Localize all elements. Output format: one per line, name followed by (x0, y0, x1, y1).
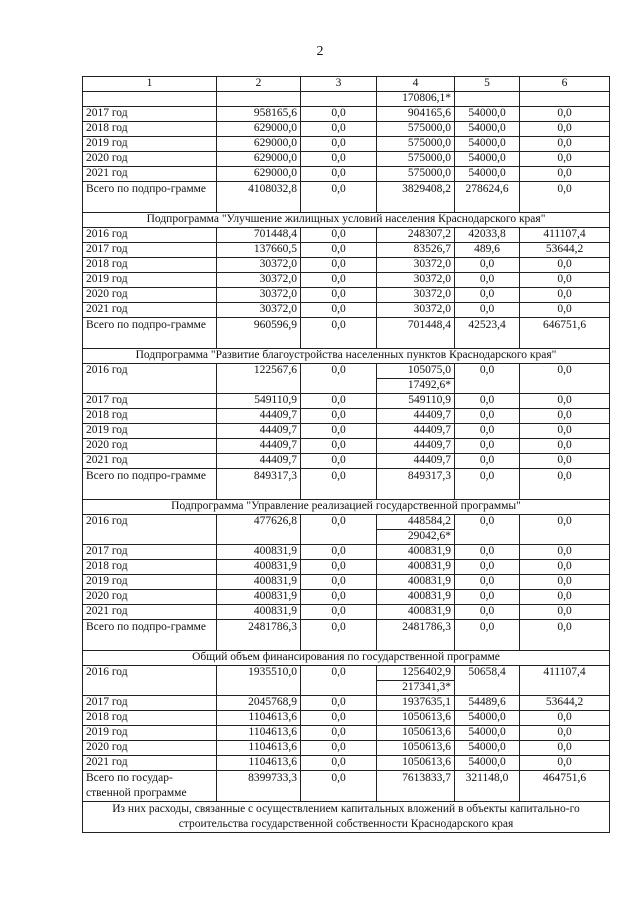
value-federal: 0,0 (301, 756, 377, 771)
value-federal: 0,0 (301, 273, 377, 288)
value-total: 400831,9 (217, 575, 301, 590)
row-label: 2021 год (83, 454, 217, 469)
value-federal: 0,0 (301, 666, 377, 696)
value-regional: 849317,3 (377, 469, 455, 500)
year-row (83, 590, 610, 605)
value-federal: 0,0 (301, 137, 377, 152)
row-label: 2018 год (83, 560, 217, 575)
value-extrabudget: 0,0 (520, 741, 610, 756)
row-label: Всего по государ-ственной программе (83, 771, 217, 802)
year-row (83, 167, 610, 182)
value-local: 54000,0 (455, 756, 520, 771)
year-row (83, 515, 610, 545)
value-local: 54000,0 (455, 167, 520, 182)
value-federal: 0,0 (301, 545, 377, 560)
value-extrabudget: 411107,4 (520, 666, 610, 696)
row-label: 2017 год (83, 107, 217, 122)
year-row (83, 439, 610, 454)
value-total: 44409,7 (217, 439, 301, 454)
value-total: 549110,9 (217, 394, 301, 409)
value-local: 321148,0 (455, 771, 520, 802)
continuation-row (83, 92, 610, 107)
continuation-cell (217, 92, 301, 107)
value-regional-main: 1256402,9 (402, 666, 451, 678)
value-federal: 0,0 (301, 590, 377, 605)
value-total: 44409,7 (217, 424, 301, 439)
row-label: 2016 год (83, 666, 217, 696)
section-title-row (83, 651, 610, 666)
value-extrabudget: 0,0 (520, 454, 610, 469)
value-regional: 1050613,6 (377, 726, 455, 741)
year-row (83, 666, 610, 696)
row-label: Всего по подпро-грамме (83, 469, 217, 500)
value-extrabudget: 464751,6 (520, 771, 610, 802)
value-regional: 400831,9 (377, 590, 455, 605)
value-regional: 83526,7 (377, 243, 455, 258)
year-row (83, 107, 610, 122)
continuation-cell (455, 92, 520, 107)
row-label: 2017 год (83, 394, 217, 409)
value-local: 42523,4 (455, 318, 520, 349)
value-total: 629000,0 (217, 167, 301, 182)
value-local: 0,0 (455, 545, 520, 560)
value-federal: 0,0 (301, 424, 377, 439)
value-total: 122567,6 (217, 364, 301, 394)
header-cell: 2 (217, 77, 301, 92)
value-federal: 0,0 (301, 454, 377, 469)
value-regional: 44409,7 (377, 454, 455, 469)
value-federal: 0,0 (301, 182, 377, 213)
row-label: 2016 год (83, 515, 217, 545)
value-regional: 30372,0 (377, 258, 455, 273)
value-total: 30372,0 (217, 273, 301, 288)
value-local: 0,0 (455, 454, 520, 469)
value-local: 42033,8 (455, 228, 520, 243)
value-local: 0,0 (455, 605, 520, 620)
year-row (83, 288, 610, 303)
year-row (83, 152, 610, 167)
value-extrabudget: 646751,6 (520, 318, 610, 349)
row-label: Всего по подпро-грамме (83, 318, 217, 349)
total-row (83, 182, 610, 213)
value-regional: 549110,9 (377, 394, 455, 409)
section-title: Подпрограмма "Управление реализацией государственной программы" (83, 500, 610, 515)
year-row (83, 560, 610, 575)
year-row (83, 409, 610, 424)
value-regional: 2481786,3 (377, 620, 455, 651)
header-row (83, 77, 610, 92)
header-cell: 4 (377, 77, 455, 92)
value-extrabudget: 0,0 (520, 545, 610, 560)
value-regional: 30372,0 (377, 288, 455, 303)
value-local: 0,0 (455, 273, 520, 288)
value-regional: 575000,0 (377, 137, 455, 152)
value-extrabudget: 0,0 (520, 575, 610, 590)
section-title: Подпрограмма "Улучшение жилищных условий населения Краснодарского края" (83, 213, 610, 228)
row-label: 2019 год (83, 137, 217, 152)
value-total: 2481786,3 (217, 620, 301, 651)
value-extrabudget: 0,0 (520, 590, 610, 605)
value-extrabudget: 0,0 (520, 756, 610, 771)
value-federal: 0,0 (301, 469, 377, 500)
financing-table (82, 76, 610, 833)
section-title-row (83, 500, 610, 515)
value-federal: 0,0 (301, 696, 377, 711)
value-extrabudget: 0,0 (520, 560, 610, 575)
total-row (83, 771, 610, 802)
value-total: 30372,0 (217, 303, 301, 318)
value-regional: 400831,9 (377, 560, 455, 575)
value-regional: 30372,0 (377, 303, 455, 318)
value-extrabudget: 0,0 (520, 605, 610, 620)
value-federal: 0,0 (301, 167, 377, 182)
value-total: 400831,9 (217, 545, 301, 560)
continuation-value: 170806,1* (377, 92, 455, 107)
year-row (83, 273, 610, 288)
section-title-row (83, 349, 610, 364)
value-extrabudget: 0,0 (520, 515, 610, 545)
value-federal: 0,0 (301, 303, 377, 318)
value-extrabudget: 53644,2 (520, 696, 610, 711)
value-federal: 0,0 (301, 439, 377, 454)
value-federal: 0,0 (301, 605, 377, 620)
value-federal: 0,0 (301, 741, 377, 756)
value-regional: 44409,7 (377, 409, 455, 424)
year-row (83, 605, 610, 620)
value-extrabudget: 0,0 (520, 303, 610, 318)
value-federal: 0,0 (301, 122, 377, 137)
value-regional-main: 448584,2 (407, 515, 451, 527)
value-regional: 575000,0 (377, 122, 455, 137)
value-total: 1104613,6 (217, 726, 301, 741)
year-row (83, 454, 610, 469)
value-total: 8399733,3 (217, 771, 301, 802)
row-label: 2016 год (83, 364, 217, 394)
value-local: 0,0 (455, 439, 520, 454)
value-local: 0,0 (455, 364, 520, 394)
value-extrabudget: 0,0 (520, 182, 610, 213)
value-total: 44409,7 (217, 409, 301, 424)
year-row (83, 696, 610, 711)
row-label: 2021 год (83, 756, 217, 771)
value-federal: 0,0 (301, 394, 377, 409)
value-extrabudget: 411107,4 (520, 228, 610, 243)
continuation-cell (520, 92, 610, 107)
value-extrabudget: 0,0 (520, 288, 610, 303)
continuation-cell (83, 92, 217, 107)
value-total: 960596,9 (217, 318, 301, 349)
year-row (83, 364, 610, 394)
row-label: 2020 год (83, 741, 217, 756)
row-label: 2021 год (83, 303, 217, 318)
value-total: 400831,9 (217, 605, 301, 620)
value-federal: 0,0 (301, 726, 377, 741)
value-extrabudget: 0,0 (520, 273, 610, 288)
value-local: 0,0 (455, 590, 520, 605)
value-total: 44409,7 (217, 454, 301, 469)
year-row (83, 575, 610, 590)
value-total: 1935510,0 (217, 666, 301, 696)
value-local: 54489,6 (455, 696, 520, 711)
value-regional: 7613833,7 (377, 771, 455, 802)
value-total: 30372,0 (217, 258, 301, 273)
total-row (83, 469, 610, 500)
value-local: 0,0 (455, 575, 520, 590)
value-extrabudget: 0,0 (520, 424, 610, 439)
value-regional (377, 666, 455, 696)
footer-note-row (83, 802, 610, 833)
value-extrabudget: 0,0 (520, 122, 610, 137)
value-federal: 0,0 (301, 409, 377, 424)
value-local: 0,0 (455, 394, 520, 409)
value-federal: 0,0 (301, 243, 377, 258)
year-row (83, 756, 610, 771)
value-extrabudget: 0,0 (520, 137, 610, 152)
value-regional (377, 515, 455, 545)
value-extrabudget: 0,0 (520, 439, 610, 454)
value-regional: 1937635,1 (377, 696, 455, 711)
value-local: 54000,0 (455, 741, 520, 756)
value-extrabudget: 0,0 (520, 409, 610, 424)
value-regional: 575000,0 (377, 167, 455, 182)
year-row (83, 711, 610, 726)
value-federal: 0,0 (301, 771, 377, 802)
value-regional-capital: 29042,6* (377, 529, 454, 544)
value-local: 54000,0 (455, 122, 520, 137)
value-federal: 0,0 (301, 575, 377, 590)
year-row (83, 243, 610, 258)
header-cell: 3 (301, 77, 377, 92)
value-regional: 1050613,6 (377, 711, 455, 726)
value-extrabudget: 0,0 (520, 258, 610, 273)
row-label: 2020 год (83, 288, 217, 303)
value-extrabudget: 0,0 (520, 152, 610, 167)
value-extrabudget: 0,0 (520, 394, 610, 409)
row-label: 2017 год (83, 696, 217, 711)
value-regional-capital: 17492,6* (377, 378, 454, 393)
value-federal: 0,0 (301, 152, 377, 167)
year-row (83, 394, 610, 409)
value-local: 0,0 (455, 424, 520, 439)
page-number: 2 (316, 44, 324, 59)
value-local: 54000,0 (455, 726, 520, 741)
year-row (83, 137, 610, 152)
value-regional: 44409,7 (377, 439, 455, 454)
value-regional: 400831,9 (377, 605, 455, 620)
value-local: 50658,4 (455, 666, 520, 696)
row-label: 2018 год (83, 258, 217, 273)
value-total: 701448,4 (217, 228, 301, 243)
header-cell: 5 (455, 77, 520, 92)
value-total: 1104613,6 (217, 741, 301, 756)
value-federal: 0,0 (301, 711, 377, 726)
value-regional: 248307,2 (377, 228, 455, 243)
row-label: 2019 год (83, 726, 217, 741)
value-regional: 3829408,2 (377, 182, 455, 213)
value-local: 54000,0 (455, 711, 520, 726)
value-federal: 0,0 (301, 107, 377, 122)
value-total: 629000,0 (217, 152, 301, 167)
value-federal: 0,0 (301, 560, 377, 575)
value-total: 477626,8 (217, 515, 301, 545)
value-regional: 1050613,6 (377, 756, 455, 771)
value-extrabudget: 0,0 (520, 107, 610, 122)
row-label: 2021 год (83, 605, 217, 620)
row-label: 2019 год (83, 424, 217, 439)
value-regional (377, 364, 455, 394)
value-regional: 701448,4 (377, 318, 455, 349)
value-federal: 0,0 (301, 228, 377, 243)
value-local: 0,0 (455, 620, 520, 651)
value-federal: 0,0 (301, 364, 377, 394)
total-row (83, 620, 610, 651)
value-regional: 575000,0 (377, 152, 455, 167)
value-local: 0,0 (455, 515, 520, 545)
row-label: 2017 год (83, 545, 217, 560)
year-row (83, 228, 610, 243)
row-label: 2018 год (83, 409, 217, 424)
value-total: 629000,0 (217, 122, 301, 137)
value-total: 4108032,8 (217, 182, 301, 213)
year-row (83, 545, 610, 560)
value-regional-capital: 217341,3* (377, 680, 454, 695)
row-label: Всего по подпро-грамме (83, 620, 217, 651)
value-regional: 400831,9 (377, 545, 455, 560)
value-regional: 44409,7 (377, 424, 455, 439)
value-local: 0,0 (455, 409, 520, 424)
continuation-cell (301, 92, 377, 107)
value-local: 278624,6 (455, 182, 520, 213)
row-label: 2019 год (83, 273, 217, 288)
value-total: 849317,3 (217, 469, 301, 500)
value-regional: 400831,9 (377, 575, 455, 590)
value-local: 54000,0 (455, 137, 520, 152)
value-total: 958165,6 (217, 107, 301, 122)
value-regional: 30372,0 (377, 273, 455, 288)
year-row (83, 303, 610, 318)
value-federal: 0,0 (301, 258, 377, 273)
value-extrabudget: 0,0 (520, 726, 610, 741)
row-label: 2019 год (83, 575, 217, 590)
footer-note: Из них расходы, связанные с осуществлением капитальных вложений в объекты капитально-го строительства государственной собственности Краснодарского края (83, 802, 610, 833)
financing-table-body (83, 77, 610, 833)
row-label: 2021 год (83, 167, 217, 182)
value-extrabudget: 53644,2 (520, 243, 610, 258)
row-label: Всего по подпро-граммe (83, 182, 217, 213)
value-total: 400831,9 (217, 590, 301, 605)
row-label: 2018 год (83, 122, 217, 137)
header-cell: 1 (83, 77, 217, 92)
value-extrabudget: 0,0 (520, 167, 610, 182)
year-row (83, 122, 610, 137)
row-label: 2018 год (83, 711, 217, 726)
total-row (83, 318, 610, 349)
section-title: Подпрограмма "Развитие благоустройства населенных пунктов Краснодарского края" (83, 349, 610, 364)
value-total: 2045768,9 (217, 696, 301, 711)
value-local: 0,0 (455, 288, 520, 303)
value-total: 1104613,6 (217, 756, 301, 771)
value-local: 489,6 (455, 243, 520, 258)
header-cell: 6 (520, 77, 610, 92)
value-federal: 0,0 (301, 620, 377, 651)
value-extrabudget: 0,0 (520, 711, 610, 726)
year-row (83, 258, 610, 273)
value-regional: 1050613,6 (377, 741, 455, 756)
value-total: 1104613,6 (217, 711, 301, 726)
section-title: Общий объем финансирования по государственной программе (83, 651, 610, 666)
row-label: 2020 год (83, 152, 217, 167)
value-federal: 0,0 (301, 515, 377, 545)
value-total: 137660,5 (217, 243, 301, 258)
value-regional: 904165,6 (377, 107, 455, 122)
row-label: 2016 год (83, 228, 217, 243)
value-local: 54000,0 (455, 107, 520, 122)
year-row (83, 424, 610, 439)
value-local: 54000,0 (455, 152, 520, 167)
value-local: 0,0 (455, 258, 520, 273)
value-local: 0,0 (455, 469, 520, 500)
value-extrabudget: 0,0 (520, 364, 610, 394)
row-label: 2017 год (83, 243, 217, 258)
year-row (83, 726, 610, 741)
year-row (83, 741, 610, 756)
value-total: 629000,0 (217, 137, 301, 152)
row-label: 2020 год (83, 590, 217, 605)
row-label: 2020 год (83, 439, 217, 454)
value-total: 400831,9 (217, 560, 301, 575)
value-extrabudget: 0,0 (520, 469, 610, 500)
value-local: 0,0 (455, 303, 520, 318)
section-title-row (83, 213, 610, 228)
value-federal: 0,0 (301, 318, 377, 349)
value-extrabudget: 0,0 (520, 620, 610, 651)
value-total: 30372,0 (217, 288, 301, 303)
value-local: 0,0 (455, 560, 520, 575)
value-regional-main: 105075,0 (407, 364, 451, 376)
value-federal: 0,0 (301, 288, 377, 303)
